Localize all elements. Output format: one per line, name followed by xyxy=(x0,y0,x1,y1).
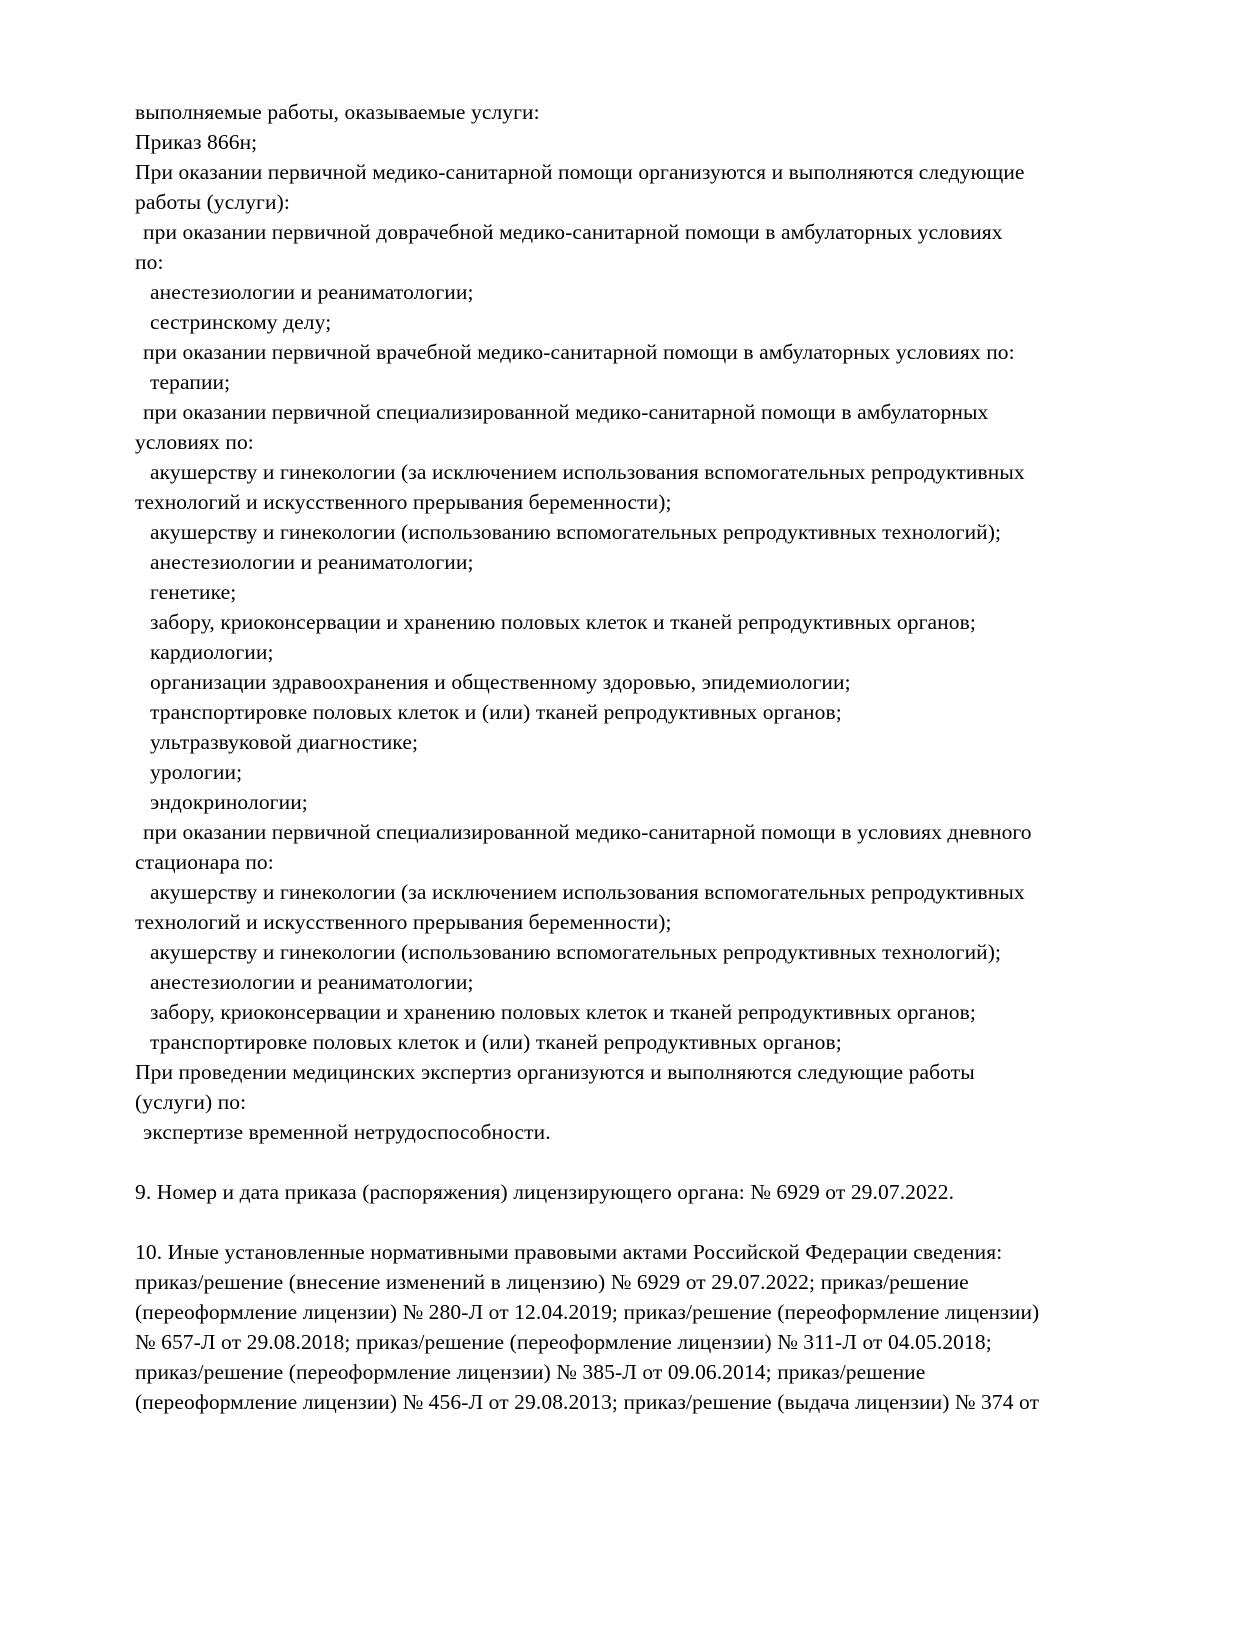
document-line: транспортировке половых клеток и (или) тканей репродуктивных органов; xyxy=(150,1030,842,1054)
document-line: Приказ 866н; xyxy=(135,130,258,154)
document-line: транспортировке половых клеток и (или) тканей репродуктивных органов; xyxy=(150,700,842,724)
document-line: при оказании первичной врачебной медико-санитарной помощи в амбулаторных условиях по: xyxy=(143,340,1015,364)
document-line: (услуги) по: xyxy=(135,1090,247,1114)
document-line: 9. Номер и дата приказа (распоряжения) лицензирующего органа: № 6929 от 29.07.2022. xyxy=(135,1180,955,1204)
blank-line xyxy=(135,1207,1185,1237)
document-line: условиях по: xyxy=(135,430,254,454)
document-line: приказ/решение (переоформление лицензии) № 385-Л от 09.06.2014; приказ/решение xyxy=(135,1360,926,1384)
document-line: организации здравоохранения и общественному здоровью, эпидемиологии; xyxy=(150,670,851,694)
document-line: при оказании первичной специализированной медико-санитарной помощи в амбулаторных xyxy=(143,400,989,424)
document-line: выполняемые работы, оказываемые услуги: xyxy=(135,100,540,124)
document-line: анестезиологии и реаниматологии; xyxy=(150,280,474,304)
document-line: технологий и искусственного прерывания беременности); xyxy=(135,910,672,934)
document-line: работы (услуги): xyxy=(135,190,290,214)
document-line: акушерству и гинекологии (использованию вспомогательных репродуктивных технологий); xyxy=(150,520,1002,544)
document-line: № 657-Л от 29.08.2018; приказ/решение (переоформление лицензии) № 311-Л от 04.05.2018; xyxy=(135,1330,992,1354)
document-line: при оказании первичной доврачебной медико-санитарной помощи в амбулаторных условиях xyxy=(143,220,1003,244)
document-line: 10. Иные установленные нормативными правовыми актами Российской Федерации сведения: xyxy=(135,1240,1003,1264)
blank-line xyxy=(135,1147,1185,1177)
document-line: сестринскому делу; xyxy=(150,310,332,334)
document-line: При оказании первичной медико-санитарной помощи организуются и выполняются следующие xyxy=(135,160,1025,184)
document-line: технологий и искусственного прерывания беременности); xyxy=(135,490,672,514)
document-line: При проведении медицинских экспертиз организуются и выполняются следующие работы xyxy=(135,1060,975,1084)
document-line: ультразвуковой диагностике; xyxy=(150,730,419,754)
document-line: кардиологии; xyxy=(150,640,274,664)
document-line: забору, криоконсервации и хранению половых клеток и тканей репродуктивных органов; xyxy=(150,1000,976,1024)
document-line: акушерству и гинекологии (использованию вспомогательных репродуктивных технологий); xyxy=(150,940,1002,964)
document-line: по: xyxy=(135,250,164,274)
document-line: анестезиологии и реаниматологии; xyxy=(150,550,474,574)
document-line: эндокринологии; xyxy=(150,790,308,814)
document-line: экспертизе временной нетрудоспособности. xyxy=(143,1120,551,1144)
document-line: генетике; xyxy=(150,580,237,604)
document-line: стационара по: xyxy=(135,850,274,874)
document-line: забору, криоконсервации и хранению половых клеток и тканей репродуктивных органов; xyxy=(150,610,976,634)
document-line: акушерству и гинекологии (за исключением использования вспомогательных репродуктивных xyxy=(150,880,1025,904)
document-line: акушерству и гинекологии (за исключением использования вспомогательных репродуктивных xyxy=(150,460,1025,484)
document-line: (переоформление лицензии) № 456-Л от 29.08.2013; приказ/решение (выдача лицензии) № 374 от xyxy=(135,1390,1040,1414)
document-line: урологии; xyxy=(150,760,243,784)
document-line: (переоформление лицензии) № 280-Л от 12.04.2019; приказ/решение (переоформление лицензии) xyxy=(135,1300,1040,1324)
document-line: анестезиологии и реаниматологии; xyxy=(150,970,474,994)
document-line: приказ/решение (внесение изменений в лицензию) № 6929 от 29.07.2022; приказ/решение xyxy=(135,1270,969,1294)
document-line: при оказании первичной специализированной медико-санитарной помощи в условиях дневного xyxy=(143,820,1032,844)
document-line: терапии; xyxy=(150,370,231,394)
license-text-block xyxy=(135,97,1185,1417)
